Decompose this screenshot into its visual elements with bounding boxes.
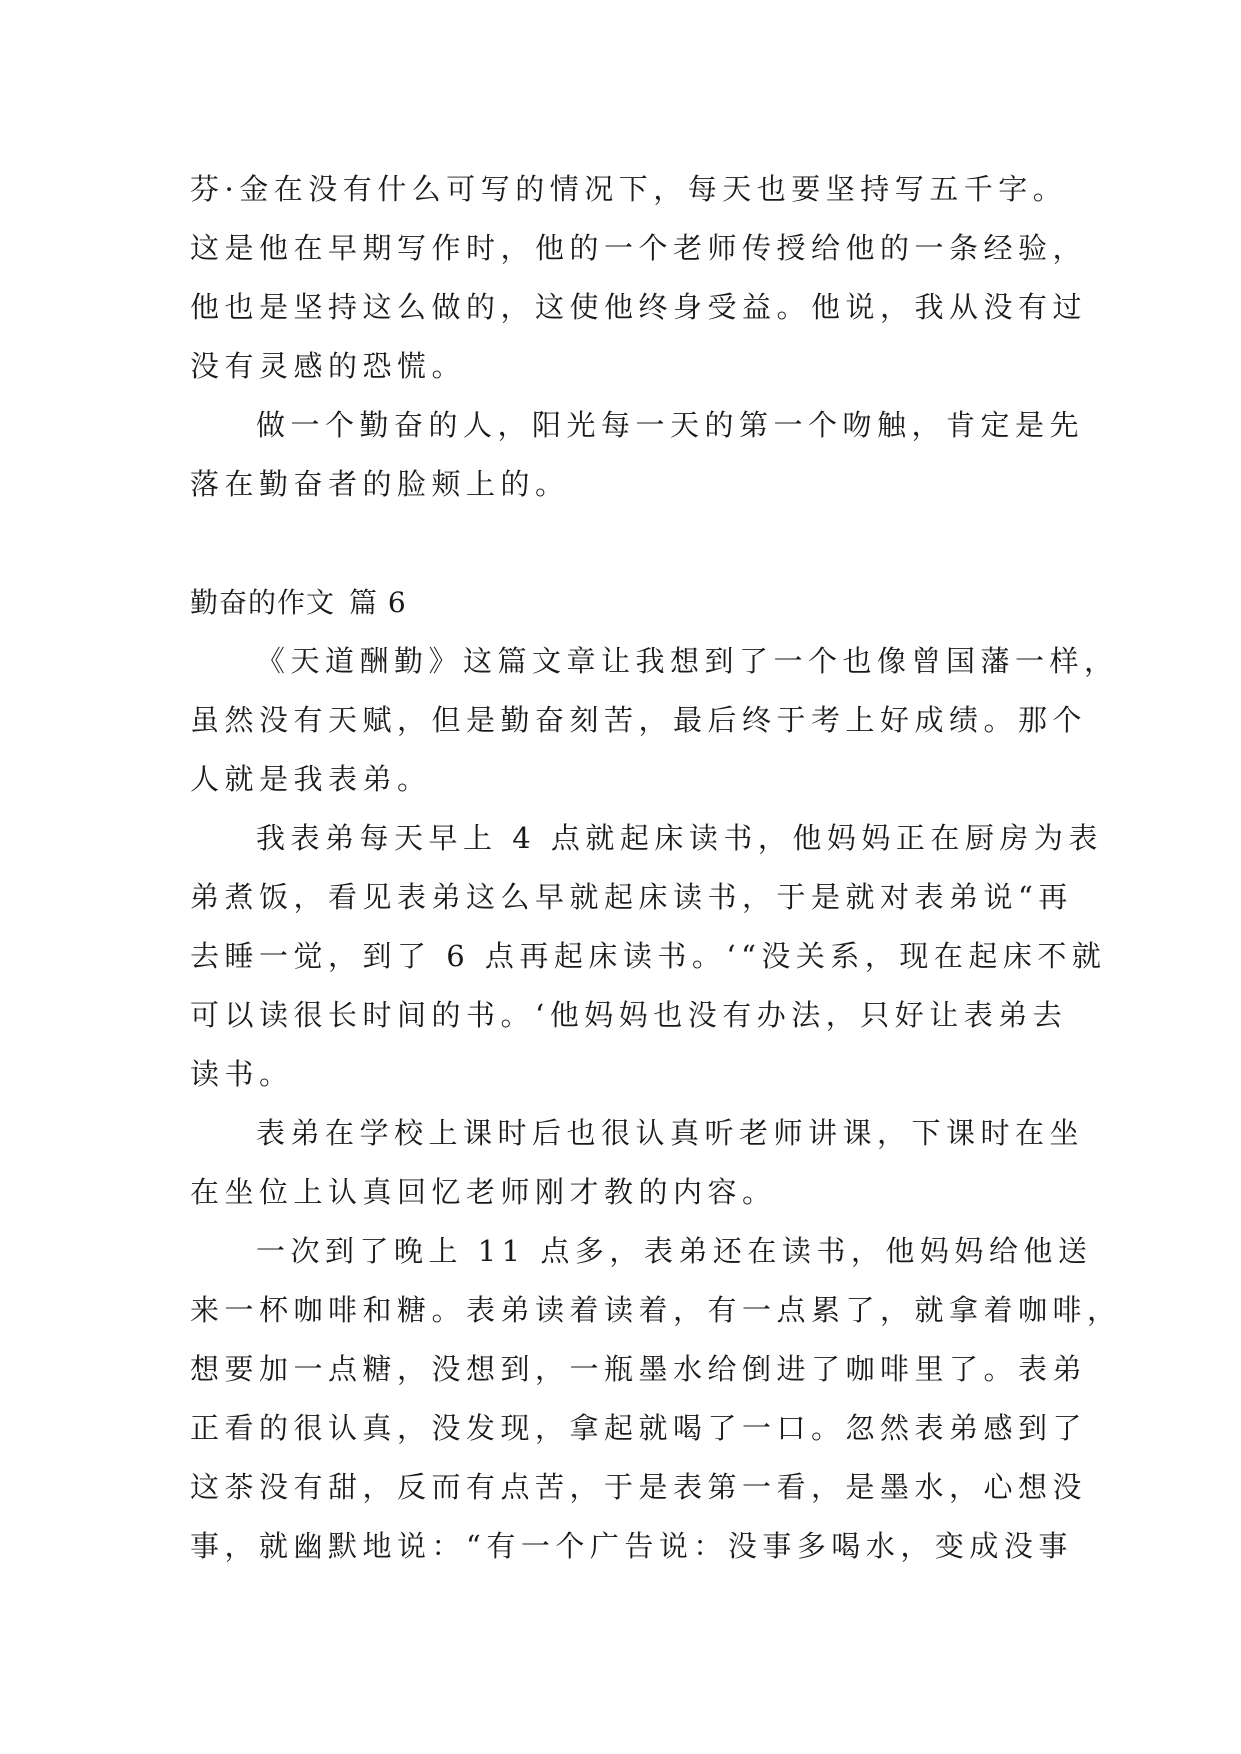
text-line: 可以读很长时间的书。‘他妈妈也没有办法，只好让表弟去 (190, 998, 1068, 1032)
text-line: 这茶没有甜，反而有点苦，于是表第一看，是墨水，心想没 (190, 1470, 1088, 1504)
text-line: 虽然没有天赋，但是勤奋刻苦，最后终于考上好成绩。那个 (190, 703, 1088, 737)
text-line: 人就是我表弟。 (190, 762, 432, 796)
text-line: 《天道酬勤》这篇文章让我想到了一个也像曾国藩一样， (256, 644, 1119, 678)
text-line: 读书。 (190, 1057, 294, 1091)
paragraph (190, 809, 1107, 1104)
text-line: 这是他在早期写作时，他的一个老师传授给他的一条经验， (190, 231, 1088, 265)
article-bottom (190, 632, 1122, 1576)
text-line: 一次到了晚上 11 点多，表弟还在读书，他妈妈给他送 (256, 1234, 1093, 1268)
text-line: 事，就幽默地说：“有一个广告说：没事多喝水，变成没事 (190, 1529, 1073, 1563)
section-number: 篇 6 (349, 586, 407, 619)
paragraph (190, 632, 1119, 809)
document-page (190, 160, 1122, 1576)
text-line: 正看的很认真，没发现，拿起就喝了一口。忽然表弟感到了 (190, 1411, 1088, 1445)
text-line: 做一个勤奋的人，阳光每一天的第一个吻触，肯定是先 (256, 408, 1085, 442)
section-title: 勤奋的作文 (190, 586, 336, 619)
text-line: 落在勤奋者的脸颊上的。 (190, 467, 570, 501)
paragraph (190, 1104, 1085, 1222)
text-line: 我表弟每天早上 4 点就起床读书，他妈妈正在厨房为表 (256, 821, 1103, 855)
text-line: 来一杯咖啡和糖。表弟读着读着，有一点累了，就拿着咖啡， (190, 1293, 1122, 1327)
text-line: 芬·金在没有什么可写的情况下，每天也要坚持写五千字。 (190, 172, 1068, 206)
article-top (190, 160, 1088, 514)
text-line: 表弟在学校上课时后也很认真听老师讲课，下课时在坐 (256, 1116, 1085, 1150)
text-line: 没有灵感的恐慌。 (190, 349, 467, 383)
text-line: 弟煮饭，看见表弟这么早就起床读书，于是就对表弟说“再 (190, 880, 1073, 914)
text-line: 想要加一点糖，没想到，一瓶墨水给倒进了咖啡里了。表弟 (190, 1352, 1088, 1386)
section-heading (190, 573, 1052, 632)
paragraph (190, 1222, 1122, 1576)
paragraph (190, 160, 1088, 396)
text-line: 他也是坚持这么做的，这使他终身受益。他说，我从没有过 (190, 290, 1088, 324)
paragraph (190, 396, 1085, 514)
text-line: 去睡一觉，到了 6 点再起床读书。‘“没关系，现在起床不就 (190, 939, 1107, 973)
text-line: 在坐位上认真回忆老师刚才教的内容。 (190, 1175, 777, 1209)
